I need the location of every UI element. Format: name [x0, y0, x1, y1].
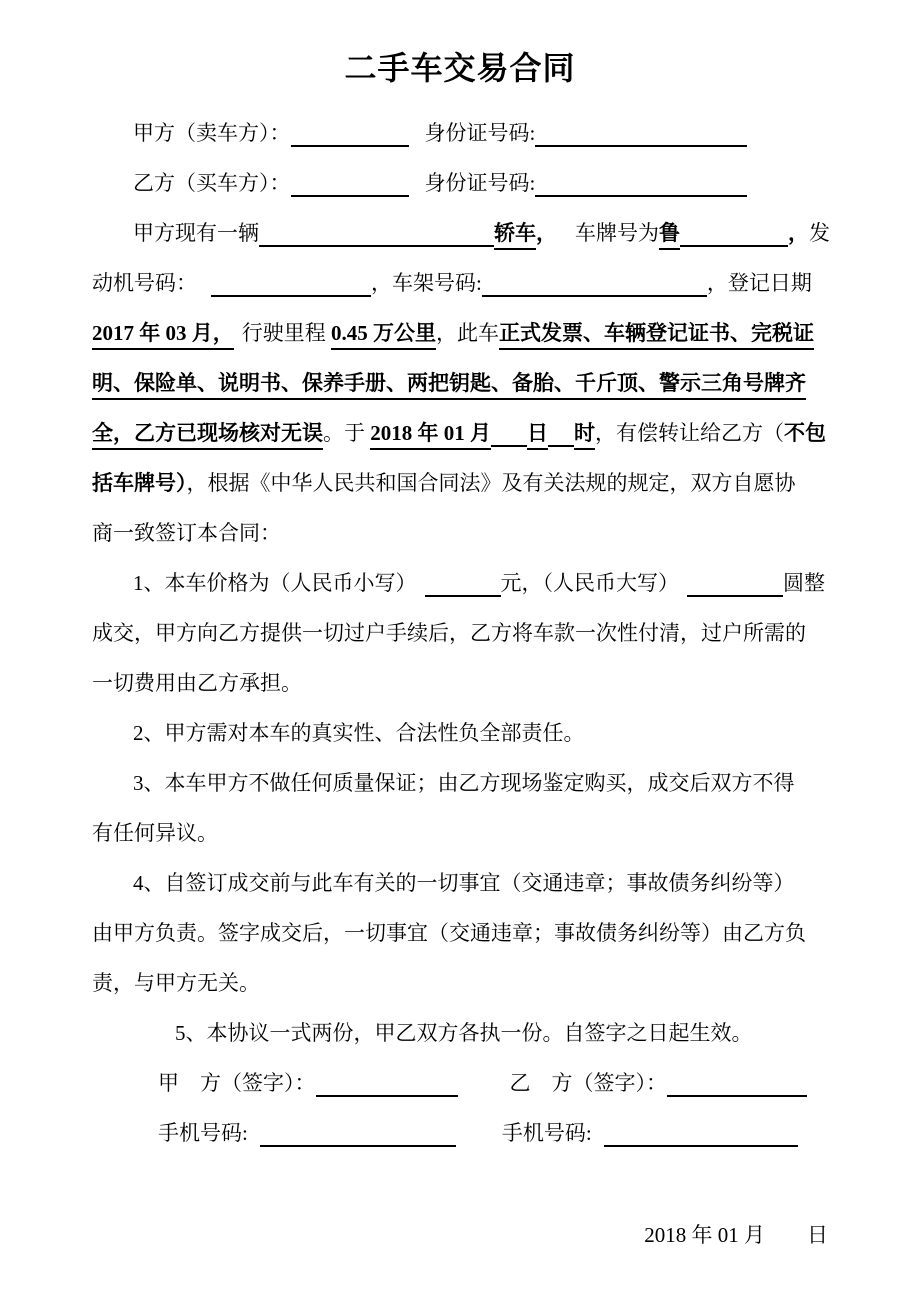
footer-date-line [0, 1220, 920, 1250]
clause-5-line [92, 1008, 828, 1058]
blank-field [425, 595, 501, 597]
vehicle-info-line-6 [92, 458, 828, 508]
text-run: 行驶里程 [241, 321, 331, 345]
blank-field [680, 245, 788, 247]
text-run: 甲 方（签字）： [158, 1071, 316, 1095]
text-run: ，有偿转让给乙方（ [595, 421, 784, 445]
clause-4-line-3 [92, 958, 828, 1008]
text-run: 一切费用由乙方承担。 [92, 671, 302, 695]
phone-line [92, 1108, 828, 1158]
blank-field [548, 445, 574, 447]
text-run: 成交，甲方向乙方提供一切过户手续后，乙方将车款一次性付清，过户所需的 [92, 621, 806, 645]
text-run: 时 [574, 421, 595, 450]
party-b-line [92, 158, 828, 208]
text-run: 身份证号码: [424, 171, 536, 195]
text-run: 元，（人民币大写） [500, 571, 679, 595]
blank-field [260, 1145, 456, 1147]
text-run: 车牌号为 [575, 221, 659, 245]
clause-2-line [92, 708, 828, 758]
vehicle-info-line-5 [92, 408, 828, 458]
text-run: 鲁 [659, 221, 680, 250]
text-run: 手机号码: [501, 1121, 592, 1145]
text-run: 由甲方负责。签字成交后，一切事宜（交通违章；事故债务纠纷等）由乙方负 [92, 921, 806, 945]
blank-field [211, 295, 371, 297]
text-run: 发 [809, 221, 830, 245]
clause-1-line-1 [92, 558, 828, 608]
blank-field [259, 245, 494, 247]
text-run: 乙方（买车方）： [133, 171, 291, 195]
text-run: 甲方现有一辆 [133, 221, 259, 245]
text-run: 乙 方（签字）： [509, 1071, 667, 1095]
blank-field [316, 1095, 458, 1097]
text-run: 1、本车价格为（人民币小写） [133, 571, 417, 595]
text-run: ，登记日期 [706, 271, 812, 295]
text-run: 有任何异议。 [92, 821, 218, 845]
text-run: 。于 [323, 421, 371, 445]
text-run: ， [536, 221, 557, 245]
contract-title: 二手车交易合同 [344, 50, 576, 86]
text-run: 甲方（卖车方）： [133, 121, 291, 145]
clause-1-line-2 [92, 608, 828, 658]
text-run: 括车牌号） [92, 471, 187, 495]
text-run: 2018 年 01 月 [370, 421, 491, 450]
blank-field [687, 595, 783, 597]
text-run: ，根据《中华人民共和国合同法》及有关法规的规定，双方自愿协 [186, 471, 796, 495]
vehicle-info-line-4 [92, 358, 828, 408]
clause-4-line-1 [92, 858, 828, 908]
blank-field [604, 1145, 798, 1147]
contract-body [0, 90, 920, 1158]
text-run: 全，乙方已现场核对无误 [92, 421, 323, 450]
party-a-line [92, 108, 828, 158]
text-run: 2、甲方需对本车的真实性、合法性负全部责任。 [133, 721, 585, 745]
text-run: 2017 年 03 月， [92, 321, 234, 350]
clause-3-line-1 [92, 758, 828, 808]
clause-1-line-3 [92, 658, 828, 708]
blank-field [482, 295, 707, 297]
text-run: 0.45 万公里 [331, 321, 436, 350]
clause-3-line-2 [92, 808, 828, 858]
blank-field [535, 195, 747, 197]
text-run: 商一致签订本合同： [92, 521, 281, 545]
text-run: ，此车 [436, 321, 499, 345]
blank-field [491, 445, 527, 447]
text-run: 3、本车甲方不做任何质量保证；由乙方现场鉴定购买，成交后双方不得 [133, 771, 795, 795]
text-run: 轿车 [494, 221, 536, 250]
blank-field [535, 145, 747, 147]
text-run: 明、保险单、说明书、保养手册、两把钥匙、备胎、千斤顶、警示三角号牌齐 [92, 371, 806, 400]
vehicle-info-line-2 [92, 258, 828, 308]
text-run: 4、自签订成交前与此车有关的一切事宜（交通违章；事故债务纠纷等） [133, 871, 795, 895]
text-run: 责，与甲方无关。 [92, 971, 260, 995]
footer-date-year-month: 2018 年 01 月 [644, 1223, 765, 1247]
blank-field [667, 1095, 807, 1097]
text-run: ，车架号码: [371, 271, 482, 295]
text-run: 手机号码: [158, 1121, 248, 1145]
clause-4-line-2 [92, 908, 828, 958]
blank-field [291, 195, 409, 197]
text-run: 身份证号码: [424, 121, 536, 145]
signature-line [92, 1058, 828, 1108]
text-run: 圆整 [783, 571, 825, 595]
text-run: ， [788, 221, 809, 245]
text-run: 不包 [784, 421, 826, 445]
vehicle-info-line-1 [92, 208, 828, 258]
blank-field [291, 145, 409, 147]
text-run: 5、本协议一式两份，甲乙双方各执一份。自签字之日起生效。 [175, 1021, 753, 1045]
footer-date-day: 日 [807, 1223, 828, 1247]
text-run: 动机号码： [92, 271, 197, 295]
vehicle-info-line-3 [92, 308, 828, 358]
text-run: 正式发票、车辆登记证书、完税证 [499, 321, 814, 350]
text-run: 日 [527, 421, 548, 450]
vehicle-info-line-7 [92, 508, 828, 558]
